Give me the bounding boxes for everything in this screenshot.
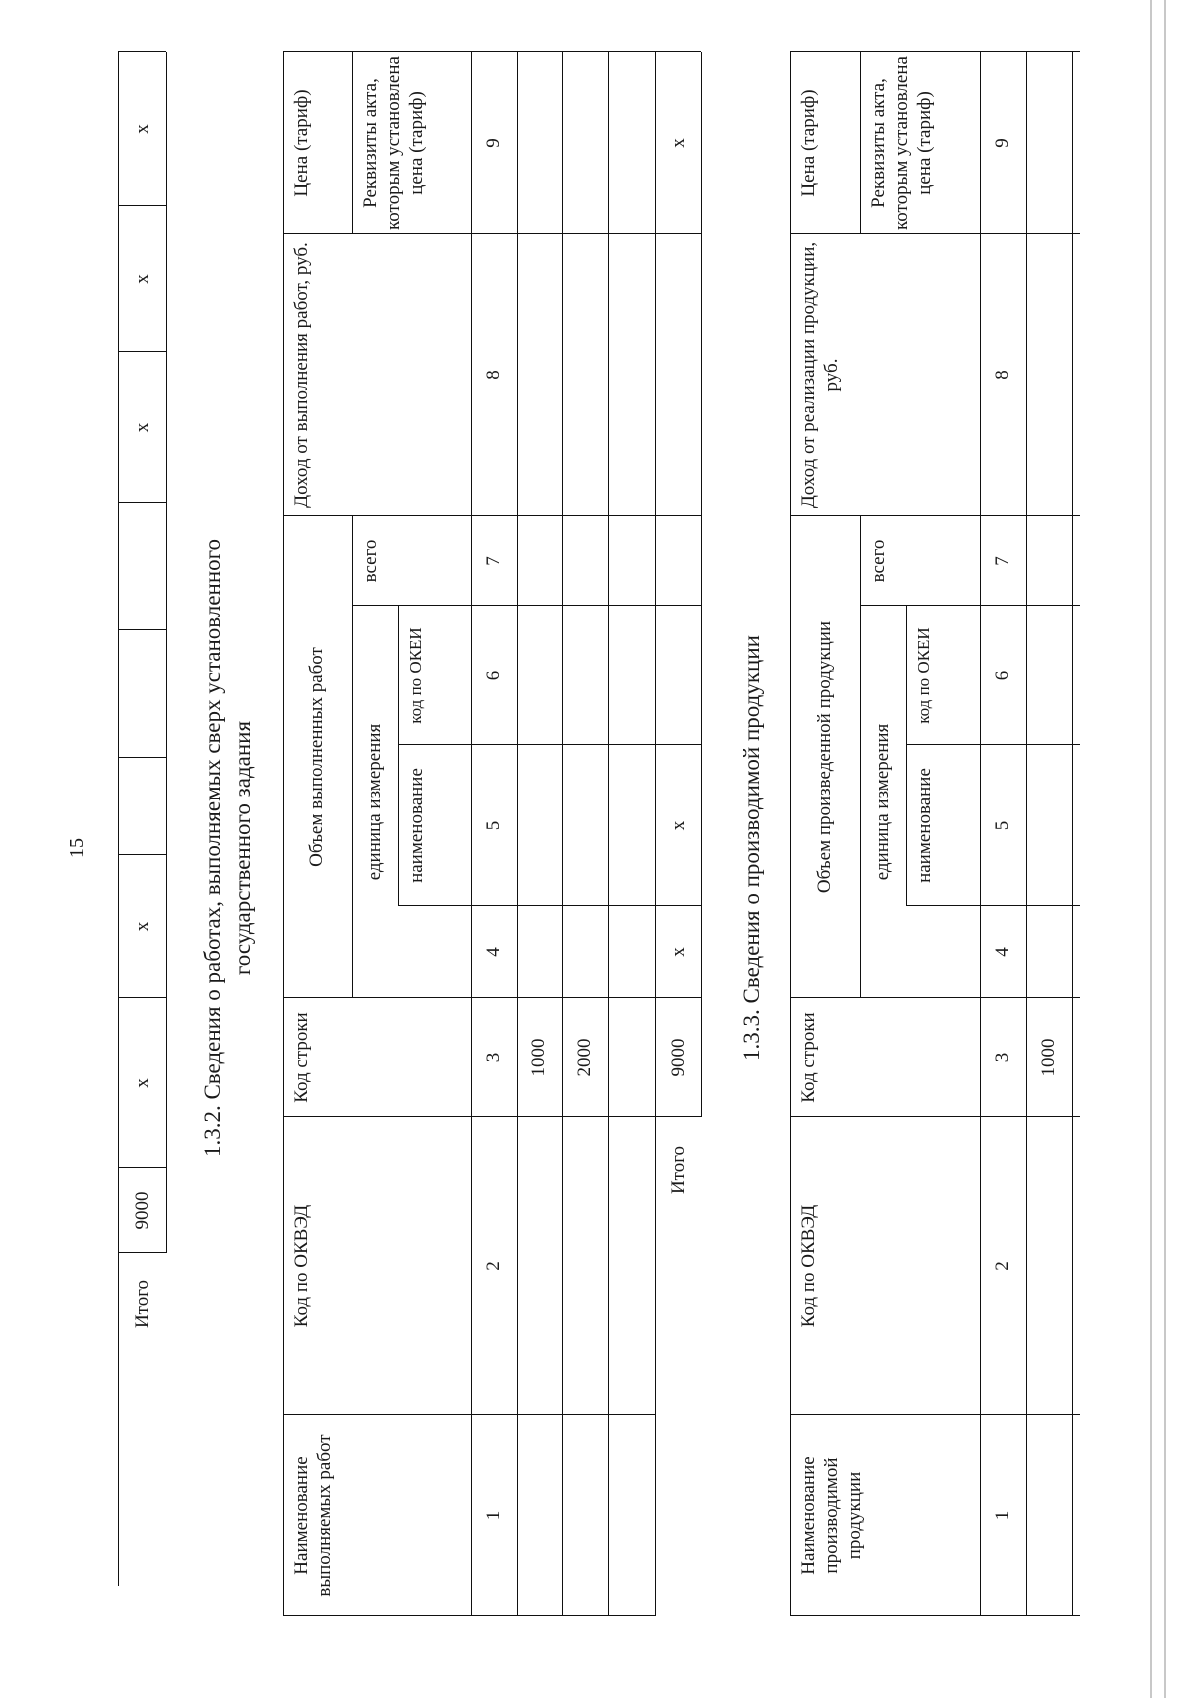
row-code: 1000 [1037, 1038, 1059, 1077]
column-header-unit-name: наименование [914, 768, 935, 883]
total-row-cell: x [667, 947, 689, 957]
previous-total-cell: x [131, 274, 153, 284]
column-header-income: Доход от выполнения работ, руб. [291, 242, 312, 508]
total-row-label: Итого [667, 1145, 689, 1195]
column-number: 6 [482, 670, 504, 681]
column-header-line-code: Код строки [798, 1012, 819, 1103]
column-number: 3 [482, 1052, 504, 1063]
column-header-okei: код по ОКЕИ [406, 627, 425, 724]
previous-total-cell: x [131, 921, 153, 932]
column-header-total: всего [360, 539, 381, 583]
scan-edge [1150, 0, 1152, 1698]
previous-total-cell: x [131, 1078, 153, 1088]
column-header-volume: Объем произведенной продукции [813, 620, 835, 894]
previous-total-cell [120, 758, 166, 855]
total-row-cell [657, 516, 701, 606]
column-header-unit-name: наименование [406, 768, 427, 883]
column-number: 3 [991, 1052, 1013, 1063]
column-header-okved: Код по ОКВЭД [291, 1204, 312, 1328]
column-number: 9 [991, 138, 1013, 148]
total-row-cell: x [667, 820, 689, 831]
column-number: 4 [482, 947, 504, 957]
scan-edge [1164, 0, 1166, 1698]
section-132-title: 1.3.2. Сведения о работах, выполняемых сверх установленного государственного задания [200, 538, 256, 1158]
column-number: 5 [482, 820, 504, 831]
column-number: 2 [991, 1261, 1013, 1271]
column-number: 1 [482, 1510, 504, 1521]
column-header-income: Доход от реализации продукции, руб. [798, 241, 842, 509]
column-header-okei: код по ОКЕИ [914, 627, 933, 724]
previous-total-label: Итого [131, 1279, 153, 1329]
column-header-okved: Код по ОКВЭД [798, 1204, 819, 1328]
column-number: 9 [482, 138, 504, 148]
column-number: 5 [991, 820, 1013, 831]
column-number: 4 [991, 947, 1013, 957]
row-code [608, 998, 655, 1117]
column-number: 2 [482, 1261, 504, 1271]
column-header-act-details: Реквизиты акта, которым установлена цена (тариф) [360, 56, 427, 230]
column-header-price: Цена (тариф) [291, 89, 312, 197]
column-number: 8 [482, 370, 504, 380]
total-row-code: 9000 [667, 1038, 689, 1077]
column-header-unit: единица измерения [871, 723, 893, 881]
column-header-volume: Объем выполненных работ [306, 647, 328, 867]
column-header-unit: единица измерения [363, 723, 385, 881]
previous-total-cell: x [131, 422, 153, 433]
column-number: 7 [482, 556, 504, 566]
previous-total-cell [120, 630, 166, 758]
column-number: 1 [991, 1510, 1013, 1521]
column-number: 8 [991, 370, 1013, 380]
previous-total-cell: x [131, 124, 153, 134]
column-header-product-name: Наименование производимой продукции [798, 1456, 865, 1575]
previous-total-code: 9000 [131, 1191, 153, 1230]
column-number: 7 [991, 556, 1013, 566]
row-code: 2000 [573, 1038, 595, 1077]
total-row-cell [657, 606, 701, 745]
column-header-total: всего [868, 539, 889, 583]
total-row-cell [657, 234, 701, 516]
page-number: 15 [66, 838, 88, 858]
column-header-act-details: Реквизиты акта, которым установлена цена (тариф) [868, 56, 935, 230]
section-133-title: 1.3.3. Сведения о производимой продукции [739, 635, 764, 1061]
column-header-line-code: Код строки [291, 1012, 312, 1103]
total-row-cell: x [667, 138, 689, 148]
column-header-price: Цена (тариф) [798, 89, 819, 197]
column-number: 6 [991, 670, 1013, 681]
column-header-work-name: Наименование выполняемых работ [291, 1434, 335, 1597]
row-code: 1000 [528, 1038, 550, 1077]
